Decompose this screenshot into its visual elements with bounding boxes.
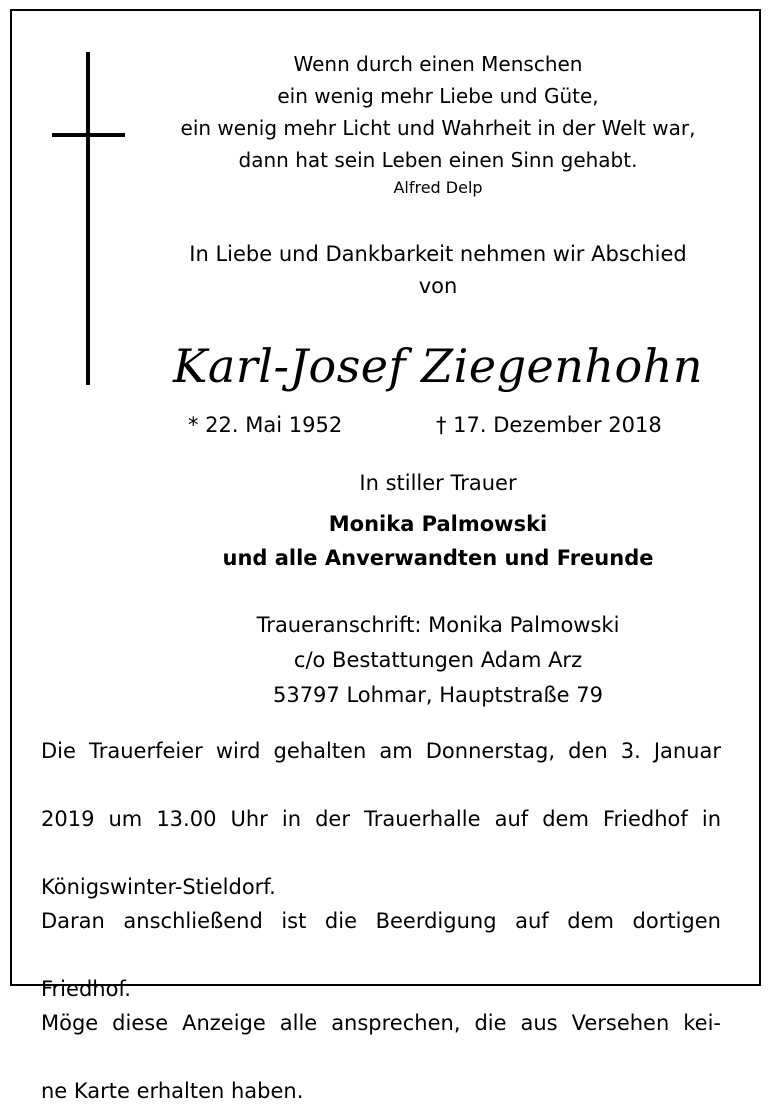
farewell-intro xyxy=(130,238,746,302)
death-date: † 17. Dezember 2018 xyxy=(436,413,662,437)
cross-icon-horizontal xyxy=(52,133,125,137)
info-line: 2019 um 13.00 Uhr in der Trauerhalle auf dem Friedhof in xyxy=(41,807,721,831)
poem-line: ein wenig mehr Liebe und Güte, xyxy=(277,84,599,108)
address-line: c/o Bestattungen Adam Arz xyxy=(293,648,583,672)
birth-date: * 22. Mai 1952 xyxy=(188,413,343,437)
intro-line: von xyxy=(418,274,458,298)
info-line: Königswinter-Stieldorf. xyxy=(41,875,276,899)
poem-line: Wenn durch einen Menschen xyxy=(293,52,583,76)
mourner-name: und alle Anverwandten und Freunde xyxy=(222,546,654,570)
deceased-name: Karl-Josef Ziegenhohn xyxy=(173,339,703,393)
poem-author: Alfred Delp xyxy=(393,178,483,197)
intro-line: In Liebe und Dankbarkeit nehmen wir Abschied xyxy=(189,242,687,266)
address-line: Traueranschrift: Monika Palmowski xyxy=(256,613,620,637)
info-line: ne Karte erhalten haben. xyxy=(41,1079,304,1103)
info-line: Daran anschließend ist die Beerdigung auf dem dortigen xyxy=(41,909,721,933)
address-line: 53797 Lohmar, Hauptstraße 79 xyxy=(272,683,604,707)
funeral-info xyxy=(41,734,721,1108)
mourning-heading: In stiller Trauer xyxy=(359,471,517,495)
mourner-name: Monika Palmowski xyxy=(328,512,548,536)
cross-icon-vertical xyxy=(86,52,90,385)
info-line: Friedhof. xyxy=(41,977,131,1001)
poem xyxy=(130,48,746,176)
mourning-address xyxy=(130,608,746,713)
poem-line: ein wenig mehr Licht und Wahrheit in der Welt war, xyxy=(180,116,696,140)
poem-line: dann hat sein Leben einen Sinn gehabt. xyxy=(238,148,638,172)
info-line: Die Trauerfeier wird gehalten am Donnerstag, den 3. Januar xyxy=(41,739,721,763)
info-line: Möge diese Anzeige alle ansprechen, die aus Versehen kei- xyxy=(41,1011,721,1035)
